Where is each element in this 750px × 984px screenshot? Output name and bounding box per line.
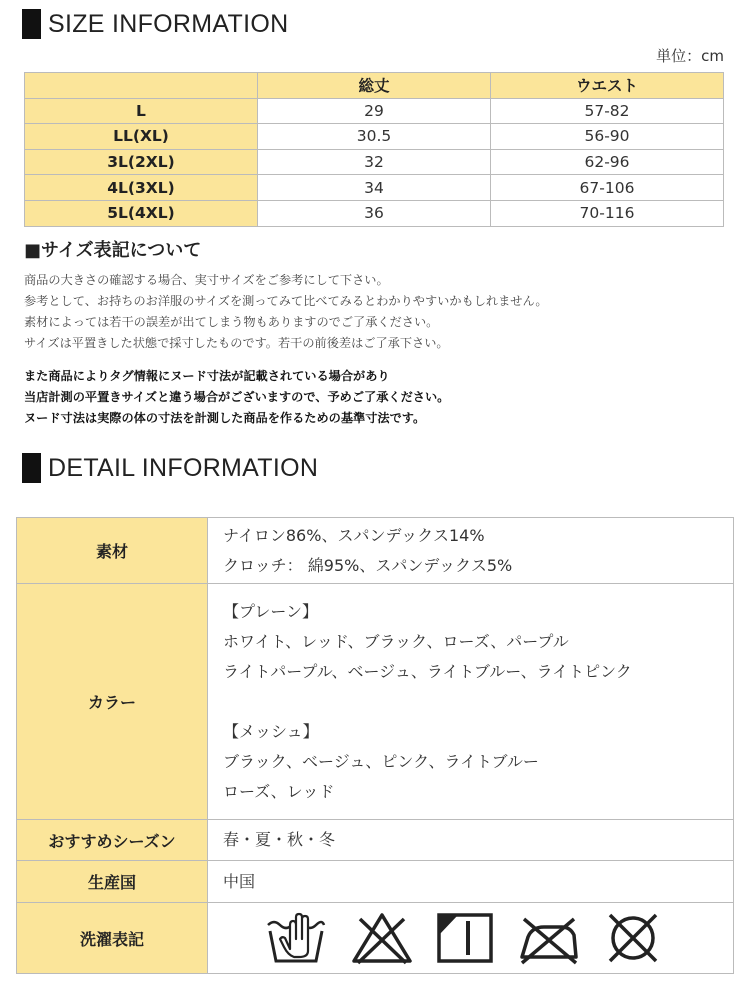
- size-header-length: 総丈: [258, 73, 491, 99]
- care-label: 洗濯表記: [17, 903, 208, 974]
- no-iron-icon: [516, 911, 582, 965]
- size-label: 5L(4XL): [25, 200, 258, 226]
- no-bleach-icon: [350, 911, 414, 965]
- size-notes-heading: ■サイズ表記について: [24, 240, 202, 261]
- size-section-title: SIZE INFORMATION: [48, 9, 289, 38]
- hand-wash-icon: [264, 911, 328, 965]
- color-plain-heading: 【プレーン】: [223, 601, 319, 621]
- note-line: サイズは平置きした状態で採寸したものです。若干の前後差はご了承下さい。: [24, 336, 449, 350]
- color-value: [208, 584, 734, 820]
- table-row: [17, 820, 734, 861]
- bold-note-line: 当店計測の平置きサイズと違う場合がございますので、予めご了承ください。: [24, 390, 450, 404]
- color-line: ライトパープル、ベージュ、ライトブルー、ライトピンク: [223, 661, 632, 681]
- table-row: [25, 149, 724, 175]
- color-line: ブラック、ベージュ、ピンク、ライトブルー: [223, 751, 539, 771]
- size-section-header: [22, 9, 288, 39]
- color-label: カラー: [17, 584, 208, 820]
- size-notes: [24, 270, 548, 354]
- table-row: [17, 584, 734, 820]
- length-value: 32: [258, 149, 491, 175]
- table-row: [25, 124, 724, 150]
- season-label: おすすめシーズン: [17, 820, 208, 861]
- waist-value: 70-116: [491, 200, 724, 226]
- waist-value: 57-82: [491, 98, 724, 124]
- note-line: 素材によっては若干の誤差が出てしまう物もありますのでご了承ください。: [24, 315, 439, 329]
- table-row: [25, 175, 724, 201]
- color-mesh-heading: 【メッシュ】: [223, 721, 319, 741]
- bold-note-line: また商品によりタグ情報にヌード寸法が記載されている場合があり: [24, 369, 390, 383]
- detail-table: [16, 517, 734, 974]
- size-label: LL(XL): [25, 124, 258, 150]
- bold-note-line: ヌード寸法は実際の体の寸法を計測した商品を作るための基準寸法です。: [24, 411, 426, 425]
- size-header-empty: [25, 73, 258, 99]
- detail-section-header: [22, 453, 318, 483]
- care-icons: [208, 903, 734, 974]
- length-value: 29: [258, 98, 491, 124]
- unit-label: 単位：cm: [656, 47, 724, 65]
- season-value: 春・夏・秋・冬: [208, 820, 734, 861]
- size-label: 4L(3XL): [25, 175, 258, 201]
- color-line: ローズ、レッド: [223, 781, 335, 801]
- material-line: クロッチ： 綿95%、スパンデックス5%: [223, 555, 513, 575]
- material-label: 素材: [17, 518, 208, 584]
- table-row: [17, 903, 734, 974]
- size-header-waist: ウエスト: [491, 73, 724, 99]
- no-dry-clean-icon: [604, 911, 662, 965]
- table-row: [17, 861, 734, 903]
- line-dry-shade-icon: [436, 911, 494, 965]
- section-bar: [22, 453, 41, 483]
- table-row: [25, 200, 724, 226]
- spacer: [223, 687, 733, 717]
- origin-value: 中国: [208, 861, 734, 903]
- material-value: [208, 518, 734, 584]
- size-notes-bold: [24, 366, 449, 429]
- section-bar: [22, 9, 41, 39]
- size-table: [24, 72, 724, 227]
- length-value: 30.5: [258, 124, 491, 150]
- note-line: 商品の大きさの確認する場合、実寸サイズをご参考にして下さい。: [24, 273, 389, 287]
- note-line: 参考として、お持ちのお洋服のサイズを測ってみて比べてみるとわかりやすいかもしれません。: [24, 294, 548, 308]
- material-line: ナイロン86%、スパンデックス14%: [223, 525, 485, 545]
- size-table-header: [25, 73, 724, 99]
- length-value: 34: [258, 175, 491, 201]
- waist-value: 67-106: [491, 175, 724, 201]
- waist-value: 62-96: [491, 149, 724, 175]
- size-label: 3L(2XL): [25, 149, 258, 175]
- color-line: ホワイト、レッド、ブラック、ローズ、パープル: [223, 631, 569, 651]
- table-row: [25, 98, 724, 124]
- table-row: [17, 518, 734, 584]
- origin-label: 生産国: [17, 861, 208, 903]
- size-label: L: [25, 98, 258, 124]
- length-value: 36: [258, 200, 491, 226]
- detail-section-title: DETAIL INFORMATION: [48, 453, 319, 482]
- waist-value: 56-90: [491, 124, 724, 150]
